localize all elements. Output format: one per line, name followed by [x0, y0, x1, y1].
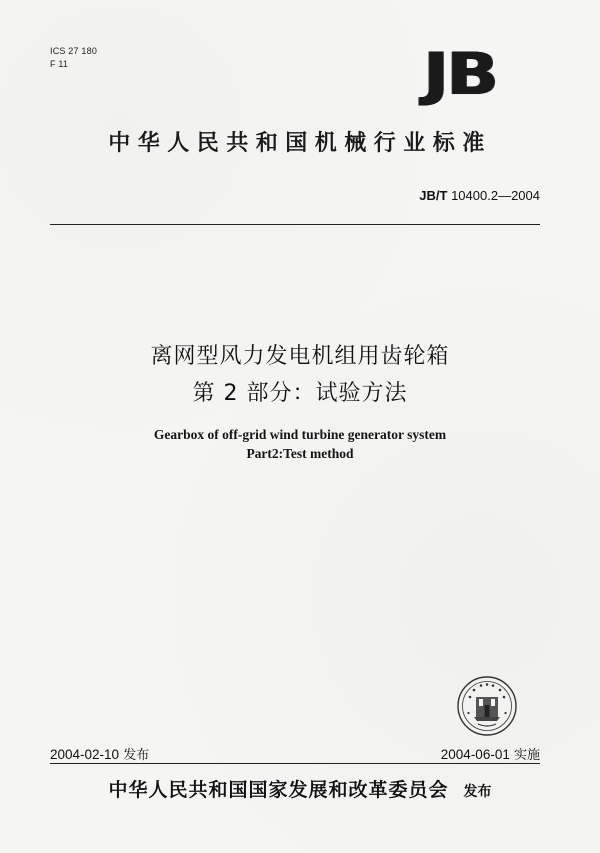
jb-logo — [408, 40, 512, 108]
ics-code: ICS 27 180 — [50, 46, 98, 56]
standard-number-prefix: JB/T — [419, 188, 448, 203]
jb-logo-text: JB — [423, 40, 497, 108]
official-seal-icon — [456, 675, 518, 737]
title-english-line2: Part2:Test method — [246, 446, 354, 461]
issuer-organization: 中华人民共和国国家发展和改革委员会 — [108, 779, 449, 801]
implementation-date — [441, 744, 540, 763]
standard-number — [419, 188, 540, 203]
standard-category-title: 中华人民共和国机械行业标准 — [108, 131, 492, 156]
issuer — [0, 775, 600, 802]
footer-divider — [50, 763, 540, 764]
issue-date — [50, 744, 149, 763]
issue-date-label: 发布 — [123, 748, 150, 763]
issuer-action: 发布 — [463, 784, 492, 800]
issue-date-value: 2004-02-10 — [50, 747, 120, 762]
title-english-line1: Gearbox of off-grid wind turbine generator system — [153, 427, 447, 442]
standard-number-value: 10400.2—2004 — [451, 188, 540, 203]
title-chinese-line1: 离网型风力发电机组用齿轮箱 — [150, 344, 450, 369]
implementation-date-value: 2004-06-01 — [440, 747, 510, 762]
header-divider — [50, 224, 540, 225]
classification-code: F 11 — [50, 59, 69, 69]
title-chinese-line2: 第 2 部分：试验方法 — [192, 381, 408, 406]
implementation-date-label: 实施 — [513, 748, 540, 763]
